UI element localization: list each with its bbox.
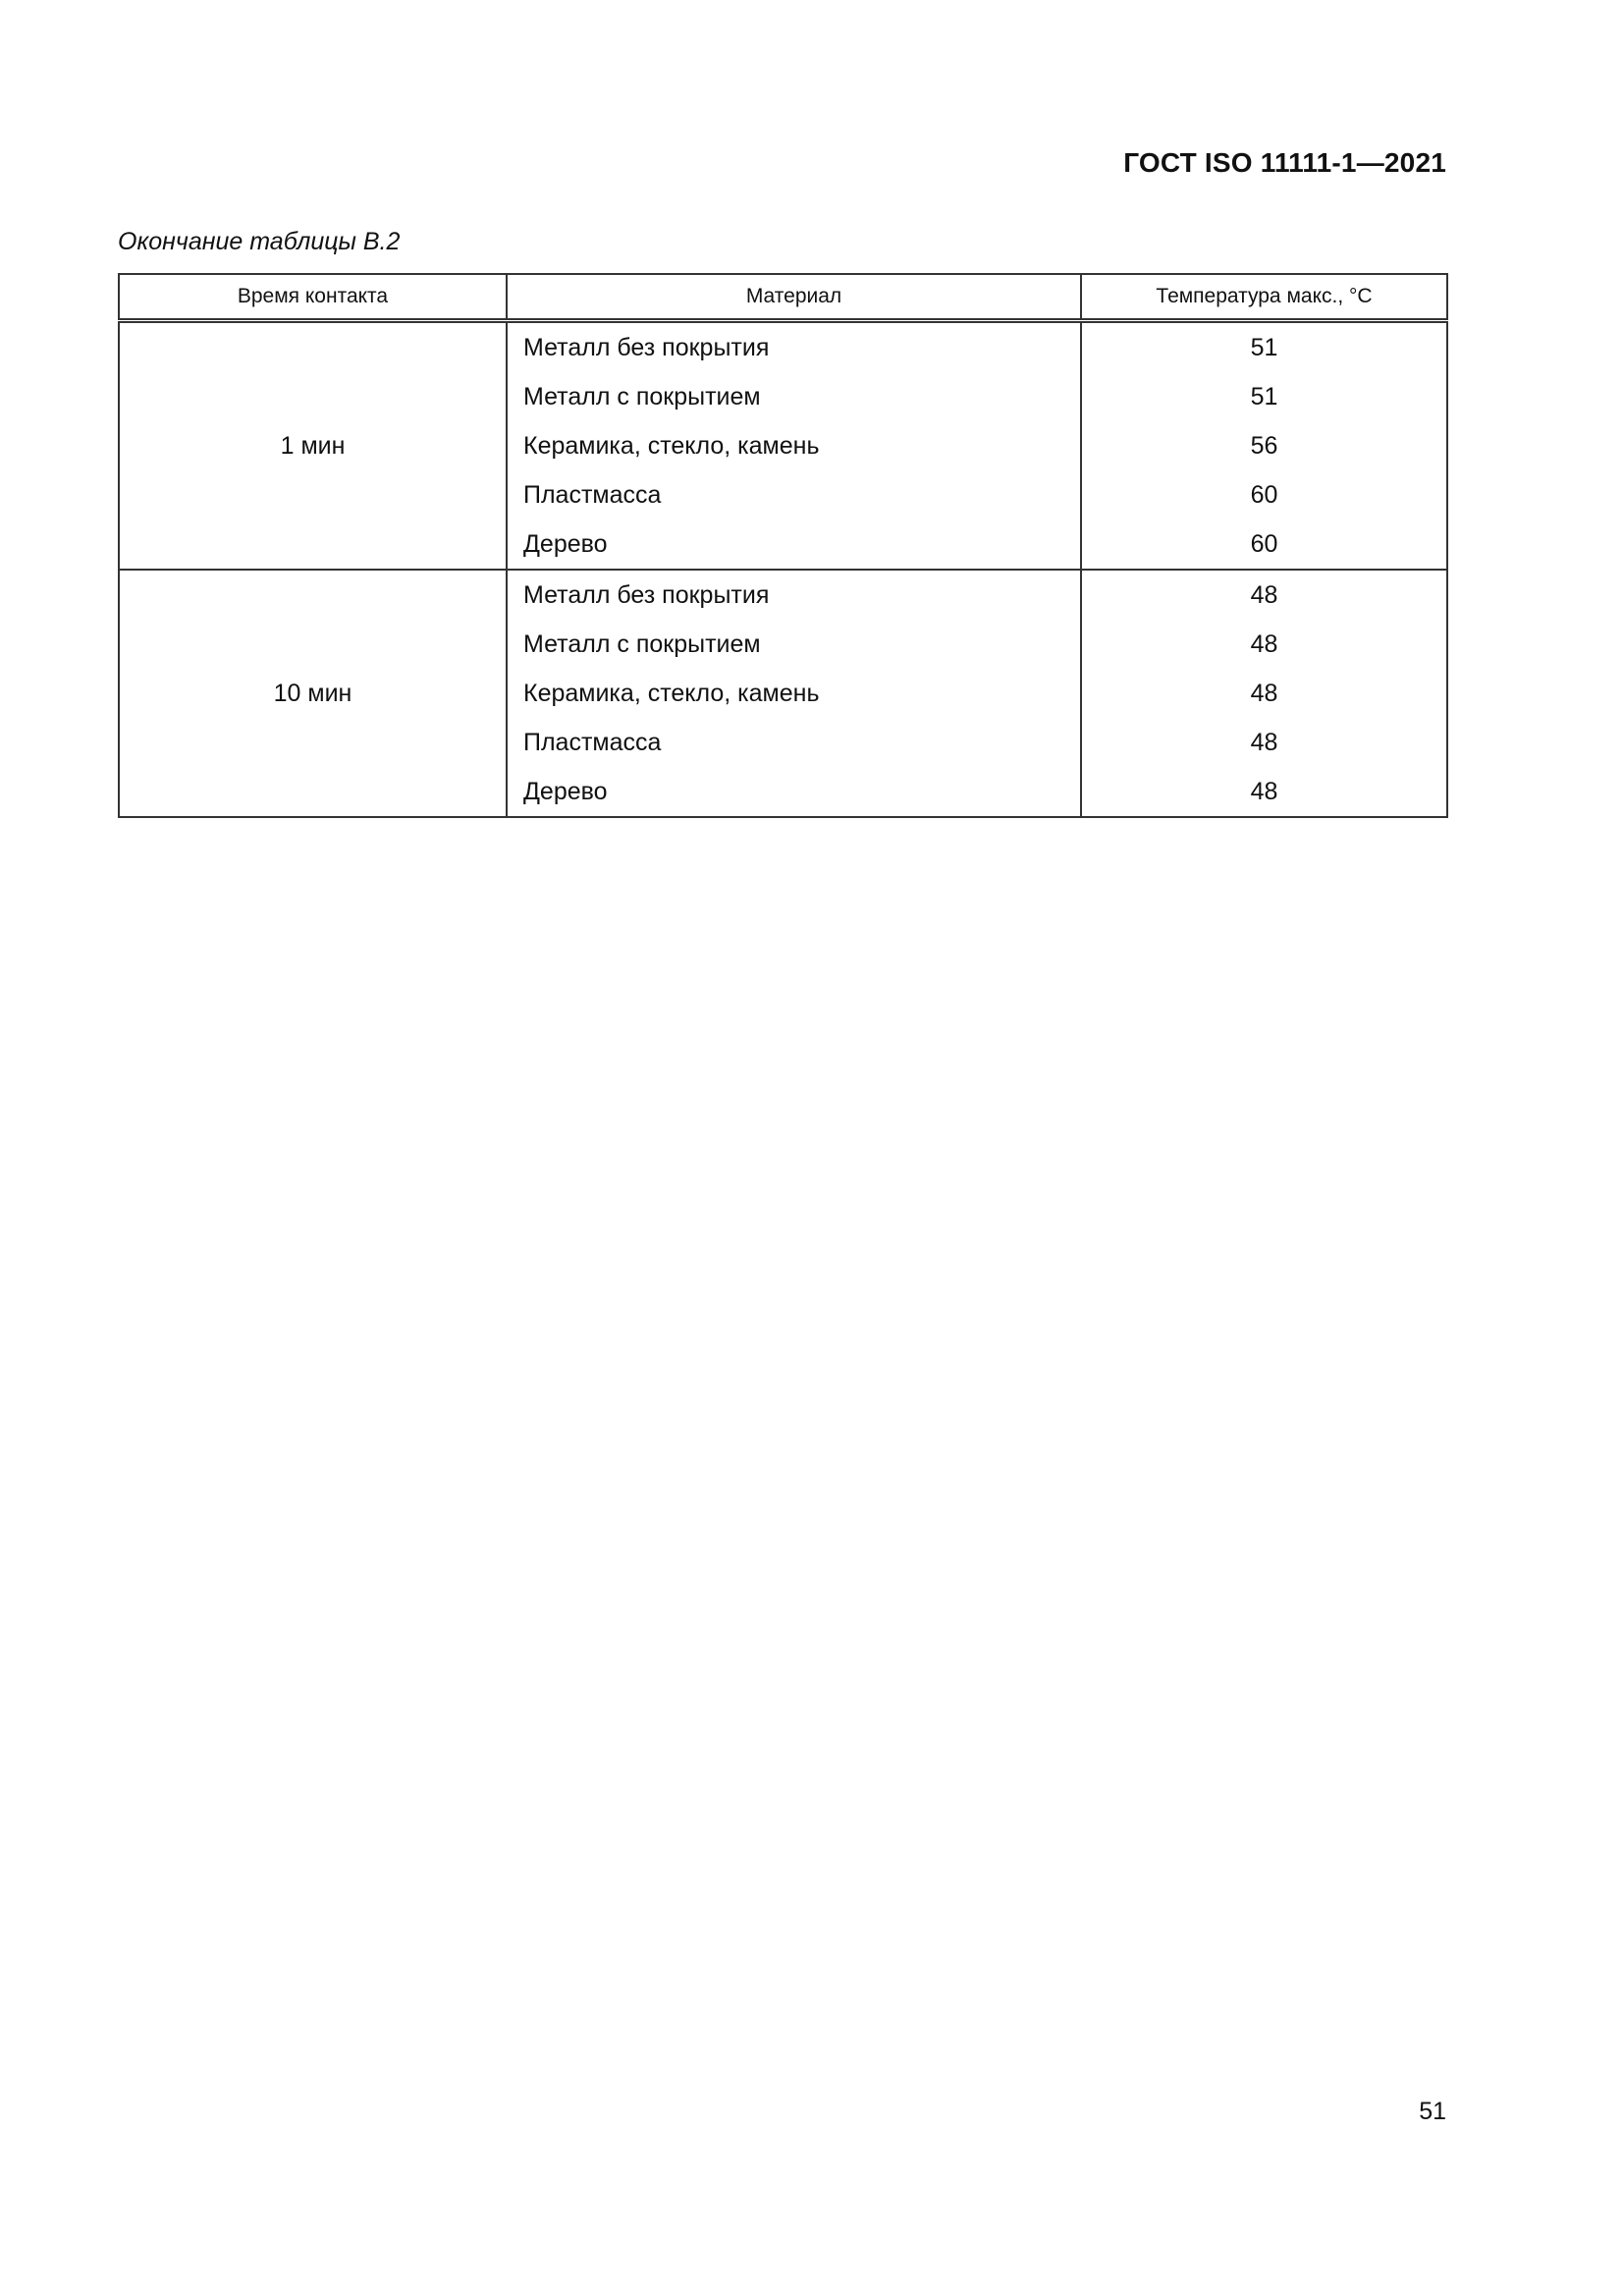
material-cell: Пластмасса: [507, 718, 1081, 767]
temperature-cell: 56: [1081, 421, 1447, 470]
temperature-cell: 48: [1081, 570, 1447, 620]
column-header-temperature: Температура макс., °С: [1081, 274, 1447, 321]
material-cell: Пластмасса: [507, 470, 1081, 519]
temperature-cell: 48: [1081, 620, 1447, 669]
material-cell: Металл с покрытием: [507, 620, 1081, 669]
material-cell: Дерево: [507, 519, 1081, 570]
table-caption: Окончание таблицы В.2: [118, 228, 401, 255]
contact-time-cell: 10 мин: [119, 570, 507, 817]
contact-time-cell: 1 мин: [119, 321, 507, 571]
page-number: 51: [1419, 2098, 1446, 2125]
data-table-container: [118, 273, 1446, 818]
material-cell: Металл без покрытия: [507, 570, 1081, 620]
temperature-cell: 51: [1081, 321, 1447, 373]
material-cell: Металл с покрытием: [507, 372, 1081, 421]
material-cell: Керамика, стекло, камень: [507, 421, 1081, 470]
temperature-table: [118, 273, 1448, 818]
table-header-row: [119, 274, 1447, 321]
column-header-material: Материал: [507, 274, 1081, 321]
table-row: [119, 570, 1447, 620]
material-cell: Металл без покрытия: [507, 321, 1081, 373]
material-cell: Керамика, стекло, камень: [507, 669, 1081, 718]
temperature-cell: 48: [1081, 767, 1447, 817]
column-header-time: Время контакта: [119, 274, 507, 321]
temperature-cell: 60: [1081, 470, 1447, 519]
temperature-cell: 60: [1081, 519, 1447, 570]
document-code: ГОСТ ISO 11111-1—2021: [1123, 147, 1446, 178]
temperature-cell: 48: [1081, 669, 1447, 718]
table-row: [119, 321, 1447, 373]
temperature-cell: 48: [1081, 718, 1447, 767]
material-cell: Дерево: [507, 767, 1081, 817]
temperature-cell: 51: [1081, 372, 1447, 421]
